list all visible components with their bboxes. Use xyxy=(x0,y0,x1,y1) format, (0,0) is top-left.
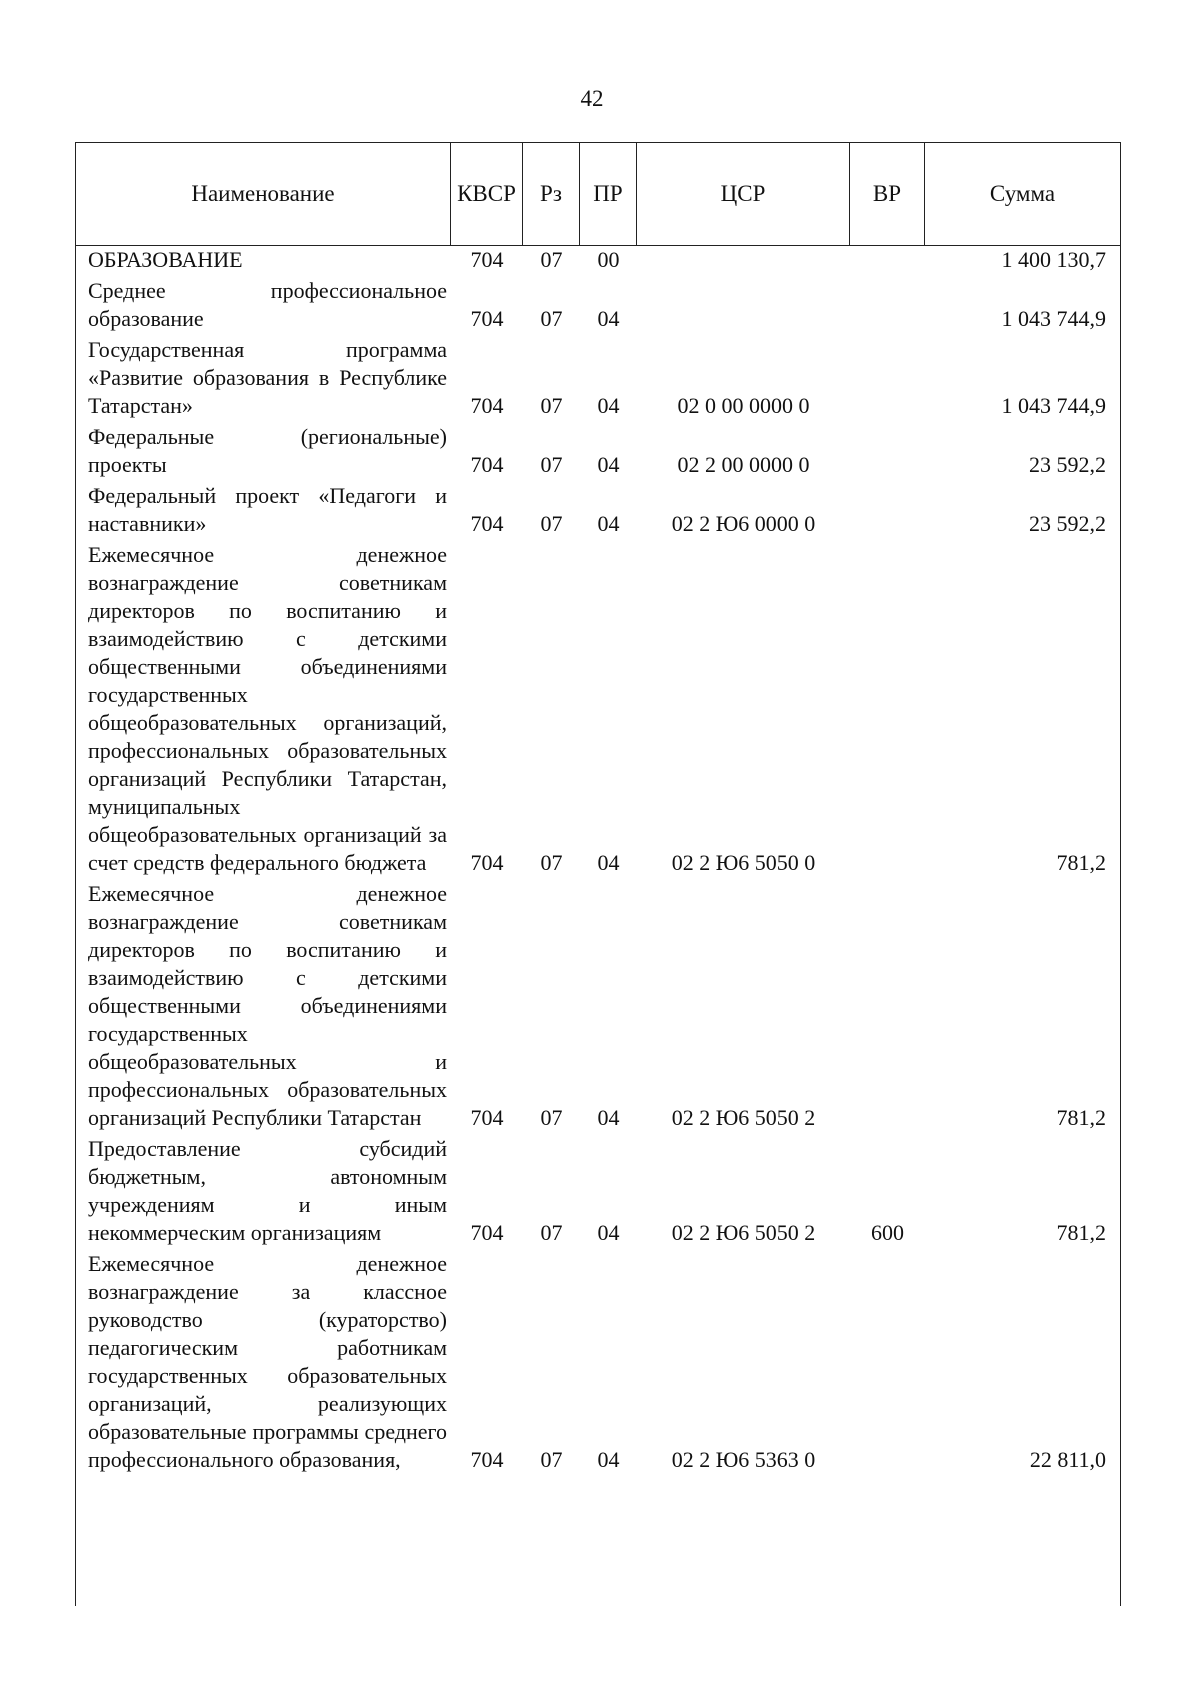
row-rz: 07 xyxy=(540,511,563,536)
row-kvsr: 704 xyxy=(470,1105,504,1130)
table-row xyxy=(76,423,1120,479)
row-rz: 07 xyxy=(540,306,563,331)
row-rz: 07 xyxy=(540,1447,563,1472)
row-kvsr: 704 xyxy=(470,452,504,477)
row-kvsr: 704 xyxy=(470,1447,504,1472)
row-sum: 781,2 xyxy=(1056,850,1106,875)
row-kvsr: 704 xyxy=(470,306,504,331)
table-row xyxy=(76,1250,1120,1474)
row-csr: 02 2 Ю6 5363 0 xyxy=(671,1447,816,1472)
row-kvsr: 704 xyxy=(470,850,504,875)
row-pr: 04 xyxy=(597,1447,620,1472)
header-sum: Сумма xyxy=(989,181,1056,206)
table-body xyxy=(75,246,1121,1606)
row-pr: 04 xyxy=(597,1105,620,1130)
row-pr: 04 xyxy=(597,306,620,331)
row-csr: 02 2 Ю6 5050 0 xyxy=(671,850,816,875)
row-kvsr: 704 xyxy=(470,511,504,536)
header-pr: ПР xyxy=(580,143,637,245)
row-kvsr: 704 xyxy=(470,247,504,272)
row-csr: 02 2 Ю6 5050 2 xyxy=(671,1220,816,1245)
row-csr: 02 2 Ю6 5050 2 xyxy=(671,1105,816,1130)
row-vr: 600 xyxy=(871,1220,904,1245)
row-sum: 781,2 xyxy=(1056,1105,1106,1130)
header-name: Наименование xyxy=(76,143,451,245)
page-number: 42 xyxy=(580,86,604,111)
row-rz: 07 xyxy=(540,1220,563,1245)
row-name: Федеральные (региональные) проекты xyxy=(88,424,447,477)
row-pr: 04 xyxy=(597,850,620,875)
row-rz: 07 xyxy=(540,452,563,477)
row-name: Государственная программа «Развитие образования в Республике Татарстан» xyxy=(88,337,447,418)
header-vr: ВР xyxy=(850,143,925,245)
header-kvsr: КВСР xyxy=(451,143,523,245)
row-pr: 04 xyxy=(597,1220,620,1245)
row-kvsr: 704 xyxy=(470,393,504,418)
table-row xyxy=(76,880,1120,1132)
table-row xyxy=(76,336,1120,420)
row-name: ОБРАЗОВАНИЕ xyxy=(88,247,243,272)
row-rz: 07 xyxy=(540,393,563,418)
row-sum: 1 043 744,9 xyxy=(1001,393,1106,418)
header-csr: ЦСР xyxy=(637,143,850,245)
header-rz: Рз xyxy=(523,143,580,245)
row-sum: 781,2 xyxy=(1056,1220,1106,1245)
row-kvsr: 704 xyxy=(470,1220,504,1245)
row-csr: 02 0 00 0000 0 xyxy=(677,393,810,418)
table-row xyxy=(76,1135,1120,1247)
row-sum: 1 043 744,9 xyxy=(1001,306,1106,331)
row-name: Ежемесячное денежное вознаграждение за классное руководство (кураторство) педагогическим работникам государственных образовательных организаций, реализующих образовательные программы среднего профессионального образования, xyxy=(88,1251,447,1472)
row-name: Ежемесячное денежное вознаграждение советникам директоров по воспитанию и взаимодействию с детскими общественными объединениями государственных общеобразовательных организаций, профессиональных образовательных организаций Республики Татарстан, муниципальных общеобразовательных организаций за счет средств федерального бюджета xyxy=(88,542,447,875)
row-name: Среднее профессиональное образование xyxy=(88,278,447,331)
row-rz: 07 xyxy=(540,247,563,272)
row-pr: 04 xyxy=(597,511,620,536)
table-row xyxy=(76,246,1120,274)
row-pr: 04 xyxy=(597,393,620,418)
table-row xyxy=(76,277,1120,333)
row-name: Предоставление субсидий бюджетным, автономным учреждениям и иным некоммерческим организациям xyxy=(88,1136,447,1245)
table-row xyxy=(76,482,1120,538)
row-name: Федеральный проект «Педагоги и наставники» xyxy=(88,483,447,536)
row-csr: 02 2 Ю6 0000 0 xyxy=(671,511,816,536)
table-row xyxy=(76,541,1120,877)
row-sum: 23 592,2 xyxy=(1029,511,1106,536)
row-name: Ежемесячное денежное вознаграждение советникам директоров по воспитанию и взаимодействию с детскими общественными объединениями государственных общеобразовательных и профессиональных образовательных организаций Республики Татарстан xyxy=(88,881,447,1130)
row-pr: 00 xyxy=(597,247,620,272)
table-header xyxy=(75,142,1121,246)
row-rz: 07 xyxy=(540,850,563,875)
row-pr: 04 xyxy=(597,452,620,477)
row-rz: 07 xyxy=(540,1105,563,1130)
row-sum: 1 400 130,7 xyxy=(1001,247,1106,272)
row-sum: 22 811,0 xyxy=(1029,1447,1106,1472)
row-csr: 02 2 00 0000 0 xyxy=(677,452,810,477)
row-sum: 23 592,2 xyxy=(1029,452,1106,477)
